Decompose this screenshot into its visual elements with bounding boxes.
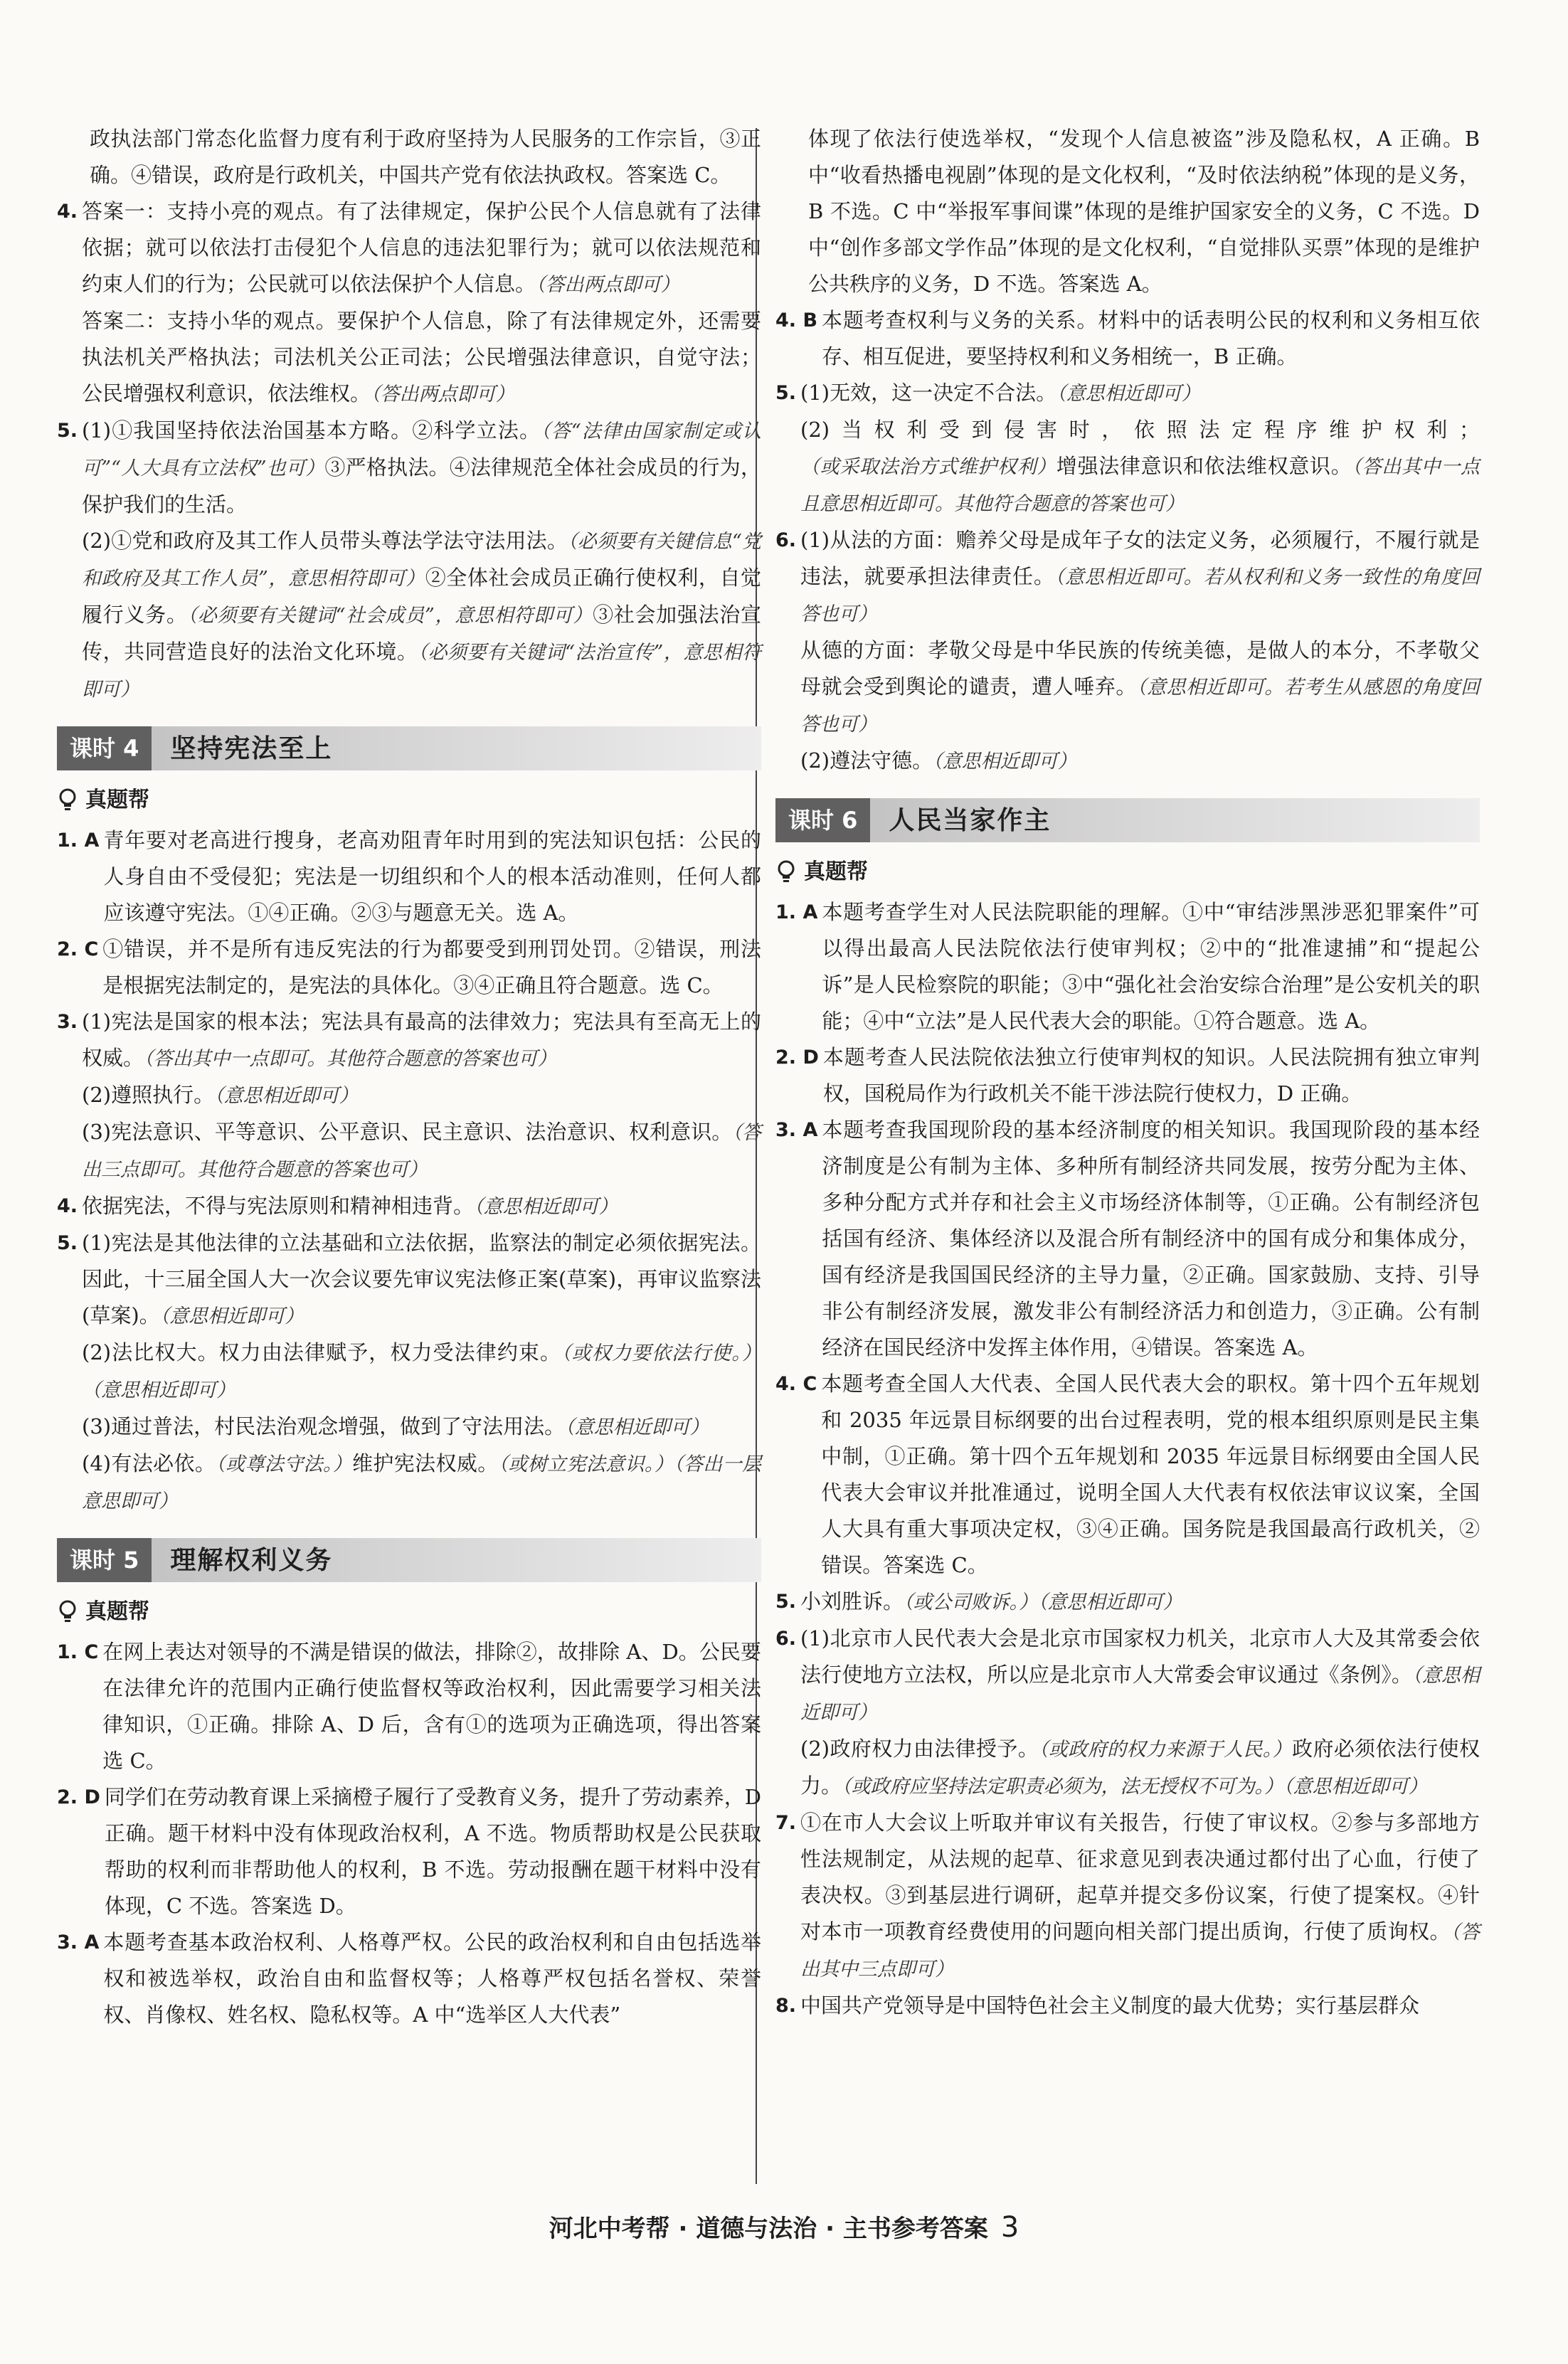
answer-text: ①错误，并不是所有违反宪法的行为都要受到刑罚处罚。②错误，刑法是根据宪法制定的，是宪法的具体化。③④正确且符合题意。选 C。 — [102, 937, 761, 997]
answer-number: 3. A — [57, 1931, 100, 1954]
answer-r-4 — [775, 302, 1480, 375]
footer-title: 河北中考帮 · 道德与法治 · 主书参考答案 — [549, 2215, 988, 2243]
answer-l4-5 — [57, 1225, 761, 1520]
continued-text: 体现了依法行使选举权，“发现个人信息被盗”涉及隐私权，A 正确。B 中“收看热播电视剧”体现的是文化权利，“及时依法纳税”体现的是义务，B 不选。C 中“举报军事间谍”体现的是维护国家安全的义务，C 不选。D 中“创作多部文学作品”体现的是文化权利，“自觉排队买票”体现的是维护公共秩序的义务，D 不选。答案选 A。 — [808, 127, 1480, 296]
answer-number: 4. — [57, 1195, 78, 1217]
answer-text: 本题考查我国现阶段的基本经济制度的相关知识。我国现阶段的基本经济制度是公有制为主体、多种所有制经济共同发展，按劳分配为主体、多种分配方式并存和社会主义市场经济体制等，①正确。公有制经济包括国有经济、集体经济以及混合所有制经济中的国有成分和集体成分，国有经济是我国国民经济的主导力量，②正确。国家鼓励、支持、引导非公有制经济发展，激发非公有制经济活力和创造力，③正确。公有制经济在国民经济中发挥主体作用，④错误。答案选 A。 — [822, 1118, 1480, 1359]
answer-note: （或政府的权力来源于人民。） — [1039, 1739, 1293, 1761]
answer-l4-1 — [57, 822, 761, 931]
answer-number: 5. — [57, 1232, 78, 1254]
answer-note: （必须要有关键信息“党和政府及其工作人员”，意思相符即可） — [82, 531, 761, 590]
answer-note: （答出其中一点且意思相近即可。其他符合题意的答案也可） — [800, 456, 1480, 515]
answer-l5-1 — [57, 1634, 761, 1779]
answer-note: （答出三点即可。其他符合题意的答案也可） — [82, 1122, 761, 1181]
answer-l6-3 — [775, 1112, 1480, 1366]
answer-text: (2)政府权力由法律授予。 — [800, 1737, 1039, 1761]
lesson-number: 课时 4 — [57, 726, 152, 770]
page-footer — [0, 2209, 1568, 2244]
answer-r-5 — [775, 375, 1480, 522]
answer-note: （必须要有关键词“社会成员”，意思相符即可） — [187, 605, 593, 627]
answer-number: 4. — [57, 201, 78, 223]
answer-text: (2)法比权大。权力由法律赋予，权力受法律约束。 — [82, 1340, 562, 1364]
section-heading — [57, 1594, 761, 1630]
answer-note: （意思相近即可） — [800, 1665, 1480, 1724]
answer-number: 1. A — [775, 901, 818, 923]
answer-text: 中国共产党领导是中国特色社会主义制度的最大优势；实行基层群众 — [800, 1993, 1420, 2018]
page-number: 3 — [1000, 2211, 1019, 2244]
answer-l6-6 — [775, 1621, 1480, 1805]
answer-number: 1. A — [57, 829, 100, 852]
answer-note: （意思相近即可） — [474, 1196, 618, 1218]
section-title: 真题帮 — [85, 788, 149, 812]
answer-number: 6. — [775, 1628, 797, 1650]
answer-text: (1)无效，这一决定不合法。 — [800, 381, 1057, 405]
answer-note: （或公司败诉。）（意思相近即可） — [904, 1591, 1182, 1613]
answer-text: (1)从法的方面：赡养父母是成年子女的法定义务，必须履行，不履行就是违法，就要承担法律责任。 — [800, 528, 1480, 588]
answer-r-6 — [775, 522, 1480, 780]
answer-note: （或政府应坚持法定职责必须为，法无授权不可为。）（意思相近即可） — [842, 1776, 1428, 1798]
answer-number: 2. D — [775, 1046, 819, 1069]
answer-text: 本题考查基本政治权利、人格尊严权。公民的政治权利和自由包括选举权和被选举权，政治自由和监督权等；人格尊严权包括名誉权、荣誉权、肖像权、姓名权、隐私权等。A 中“选举区人大代表” — [103, 1930, 761, 2027]
answer-text: 小刘胜诉。 — [800, 1589, 904, 1613]
answer-l6-8 — [775, 1988, 1480, 2024]
answer-text: ②全体社会成员正确行使权利，自觉履行义务。 — [82, 566, 761, 627]
answer-text: (4)有法必依。 — [82, 1451, 216, 1475]
answer-number: 2. D — [57, 1786, 100, 1808]
answer-l5-2 — [57, 1779, 761, 1924]
answer-number: 8. — [775, 1995, 797, 2017]
answer-text: (3)通过普法，村民法治观念增强，做到了守法用法。 — [82, 1414, 566, 1438]
answer-note: （或采取法治方式维护权利） — [800, 456, 1056, 478]
answer-text: 本题考查权利与义务的关系。材料中的话表明公民的权利和义务相互依存、相互促进，要坚持权利和义务相统一，B 正确。 — [822, 308, 1480, 369]
lightbulb-icon — [57, 1600, 78, 1624]
answer-text: (3)宪法意识、平等意识、公平意识、民主意识、法治意识、权利意识。 — [82, 1120, 733, 1144]
answer-note: （答出其中三点即可） — [800, 1922, 1480, 1981]
lesson-title: 人民当家作主 — [889, 805, 1051, 835]
answer-number: 3. — [57, 1011, 78, 1033]
answer-number: 7. — [775, 1812, 797, 1834]
answer-text: ①在市人大会议上听取并审议有关报告，行使了审议权。②参与多部地方性法规制定，从法规的起草、征求意见到表决通过都付出了心血，行使了表决权。③到基层进行调研，起草并提交多份议案，行使了提案权。④针对本市一项教育经费使用的问题向相关部门提出质询，行使了质询权。 — [800, 1811, 1480, 1944]
answer-number: 3. A — [775, 1119, 818, 1141]
answer-text: 维护宪法权威。 — [352, 1451, 499, 1475]
answer-note: （意思相近即可） — [1056, 383, 1201, 405]
answer-l4-2 — [57, 931, 761, 1004]
answer-number: 4. C — [775, 1373, 817, 1395]
answer-l4-3 — [57, 1004, 761, 1188]
answer-text: 同学们在劳动教育课上采摘橙子履行了受教育义务，提升了劳动素养，D 正确。题干材料中没有体现政治权利，A 不选。物质帮助权是公民获取帮助的权利而非帮助他人的权利，B 不选。劳动报酬在题干材料中没有体现，C 不选。答案选 D。 — [104, 1785, 761, 1918]
answer-text: 本题考查学生对人民法院职能的理解。①中“审结涉黑涉恶犯罪案件”可以得出最高人民法院依法行使审判权；②中的“批准逮捕”和“提起公诉”是人民检察院的职能；③中“强化社会治安综合治理”是公安机关的职能；④中“立法”是人民代表大会的职能。①符合题意。选 A。 — [822, 900, 1480, 1033]
answer-note: （答出两点即可） — [536, 274, 680, 296]
section-heading — [775, 854, 1480, 890]
answer-note: （或树立宪法意识。）（答出一层意思即可） — [82, 1453, 761, 1512]
answer-l5-3 — [57, 1924, 761, 2033]
answer-note: （答出其中一点即可。其他符合题意的答案也可） — [144, 1048, 557, 1070]
answer-note: （意思相近即可。若从权利和义务一致性的角度回答也可） — [800, 566, 1480, 625]
answer-text: ③严格执法。④法律规范全体社会成员的行为，保护我们的生活。 — [82, 455, 761, 516]
answer-note: （答“法律由国家制定或认可”“人大具有立法权”也可） — [82, 420, 761, 479]
answer-number: 5. — [775, 382, 797, 404]
answer-text: 青年要对老高进行搜身，老高劝阻青年时用到的宪法知识包括：公民的人身自由不受侵犯；宪法是一切组织和个人的根本活动准则，任何人都应该遵守宪法。①④正确。②③与题意无关。选 A。 — [103, 828, 761, 925]
answer-text: (1)①我国坚持依法治国基本方略。②科学立法。 — [82, 418, 541, 442]
intro-text: 政执法部门常态化监督力度有利于政府坚持为人民服务的工作宗旨，③正确。④错误，政府是行政机关，中国共产党有依法执政权。答案选 C。 — [90, 127, 761, 187]
answer-text: (2)遵法守德。 — [800, 748, 933, 773]
answer-text: 政府必须依法行使权力。 — [800, 1737, 1480, 1798]
left-column — [57, 121, 761, 2033]
lesson-number: 课时 6 — [775, 798, 870, 842]
answer-text: 答案二：支持小华的观点。要保护个人信息，除了有法律规定外，还需要执法机关严格执法；司法机关公正司法；公民增强法律意识，自觉守法；公民增强权利意识，依法维权。 — [82, 309, 761, 406]
answer-l6-5 — [775, 1584, 1480, 1621]
lesson-5-header — [57, 1538, 761, 1582]
answer-text: (2)遵照执行。 — [82, 1083, 215, 1107]
answer-number: 2. C — [57, 938, 99, 960]
answer-text: 本题考查全国人大代表、全国人民代表大会的职权。第十四个五年规划和 2035 年远景目标纲要的出台过程表明，党的根本组织原则是民主集中制，①正确。第十四个五年规划和 2035 年远景目标纲要由全国人民代表大会审议并批准通过，说明全国人大代表有权依法审议议案，全国人大具有重大事项决定权，③④正确。国务院是我国最高行政机关，②错误。答案选 C。 — [821, 1372, 1480, 1577]
answer-note: （意思相近即可。若考生从感恩的角度回答也可） — [800, 677, 1480, 736]
section-title: 真题帮 — [804, 859, 868, 884]
answer-text: (1)北京市人民代表大会是北京市国家权力机关，北京市人大及其常委会依法行使地方立法权，所以应是北京市人大常委会审议通过《条例》。 — [800, 1626, 1480, 1687]
answer-note: （意思相近即可） — [933, 751, 1077, 773]
answer-text: 在网上表达对领导的不满是错误的做法，排除②，故排除 A、D。公民要在法律允许的范围内正确行使监督权等政治权利，因此需要学习相关法律知识，①正确。排除 A、D 后，含有①的选项为正确选项，得出答案选 C。 — [102, 1640, 761, 1773]
answer-text: (1)宪法是其他法律的立法基础和立法依据，监察法的制定必须依据宪法。因此，十三届全国人大一次会议要先审议宪法修正案(草案)，再审议监察法(草案)。 — [82, 1231, 761, 1327]
answer-note: （或权力要依法行使。）（意思相近即可） — [82, 1342, 761, 1401]
answer-text: 本题考查人民法院依法独立行使审判权的知识。人民法院拥有独立审判权，国税局作为行政机关不能干涉法院行使权力，D 正确。 — [822, 1045, 1480, 1106]
lightbulb-icon — [57, 788, 78, 812]
answer-l4-4 — [57, 1188, 761, 1225]
answer-text: 答案一：支持小亮的观点。有了法律规定，保护公民个人信息就有了法律依据；就可以依法打击侵犯个人信息的违法犯罪行为；就可以依法规范和约束人们的行为；公民就可以依法保护个人信息。 — [82, 199, 761, 296]
answer-number: 1. C — [57, 1641, 99, 1663]
answer-4 — [57, 194, 761, 413]
answer-l6-7 — [775, 1805, 1480, 1988]
answer-note: （意思相近即可） — [565, 1416, 709, 1438]
answer-text: 依据宪法，不得与宪法原则和精神相违背。 — [82, 1194, 475, 1218]
answer-l6-4 — [775, 1366, 1480, 1584]
lesson-title: 理解权利义务 — [170, 1545, 333, 1575]
section-title: 真题帮 — [85, 1599, 149, 1624]
answer-note: （意思相近即可） — [214, 1085, 359, 1107]
answer-text: 增强法律意识和依法维权意识。 — [1056, 454, 1352, 478]
answer-note: （或尊法守法。） — [216, 1453, 353, 1475]
answer-number: 5. — [775, 1591, 797, 1613]
lesson-number: 课时 5 — [57, 1538, 152, 1582]
answer-note: （必须要有关键词“法治宣传”，意思相符即可） — [82, 642, 761, 701]
answer-text: ③社会加强法治宣传，共同营造良好的法治文化环境。 — [82, 603, 761, 664]
answer-5 — [57, 413, 761, 708]
lightbulb-icon — [775, 860, 797, 884]
answer-l6-2 — [775, 1039, 1480, 1112]
answer-note: （答出两点即可） — [371, 383, 515, 406]
answer-number: 5. — [57, 420, 78, 442]
answer-l6-1 — [775, 894, 1480, 1039]
answer-text: (2)①党和政府及其工作人员带头尊法学法守法用法。 — [82, 529, 568, 553]
answer-text: (1)宪法是国家的根本法；宪法具有最高的法律效力；宪法具有至高无上的权威。 — [82, 1009, 761, 1070]
answer-text: 从德的方面：孝敬父母是中华民族的传统美德，是做人的本分，不孝敬父母就会受到舆论的谴责，遭人唾弃。 — [800, 638, 1480, 699]
answer-number: 6. — [775, 529, 797, 551]
right-column — [775, 121, 1480, 2024]
section-heading — [57, 782, 761, 818]
answer-note: （意思相近即可） — [159, 1305, 304, 1327]
lesson-4-header — [57, 726, 761, 770]
lesson-6-header — [775, 798, 1480, 842]
lesson-title: 坚持宪法至上 — [170, 733, 333, 763]
answer-text: (2)当权利受到侵害时，依照法定程序维护权利； — [800, 418, 1480, 442]
answer-number: 4. B — [775, 309, 818, 332]
